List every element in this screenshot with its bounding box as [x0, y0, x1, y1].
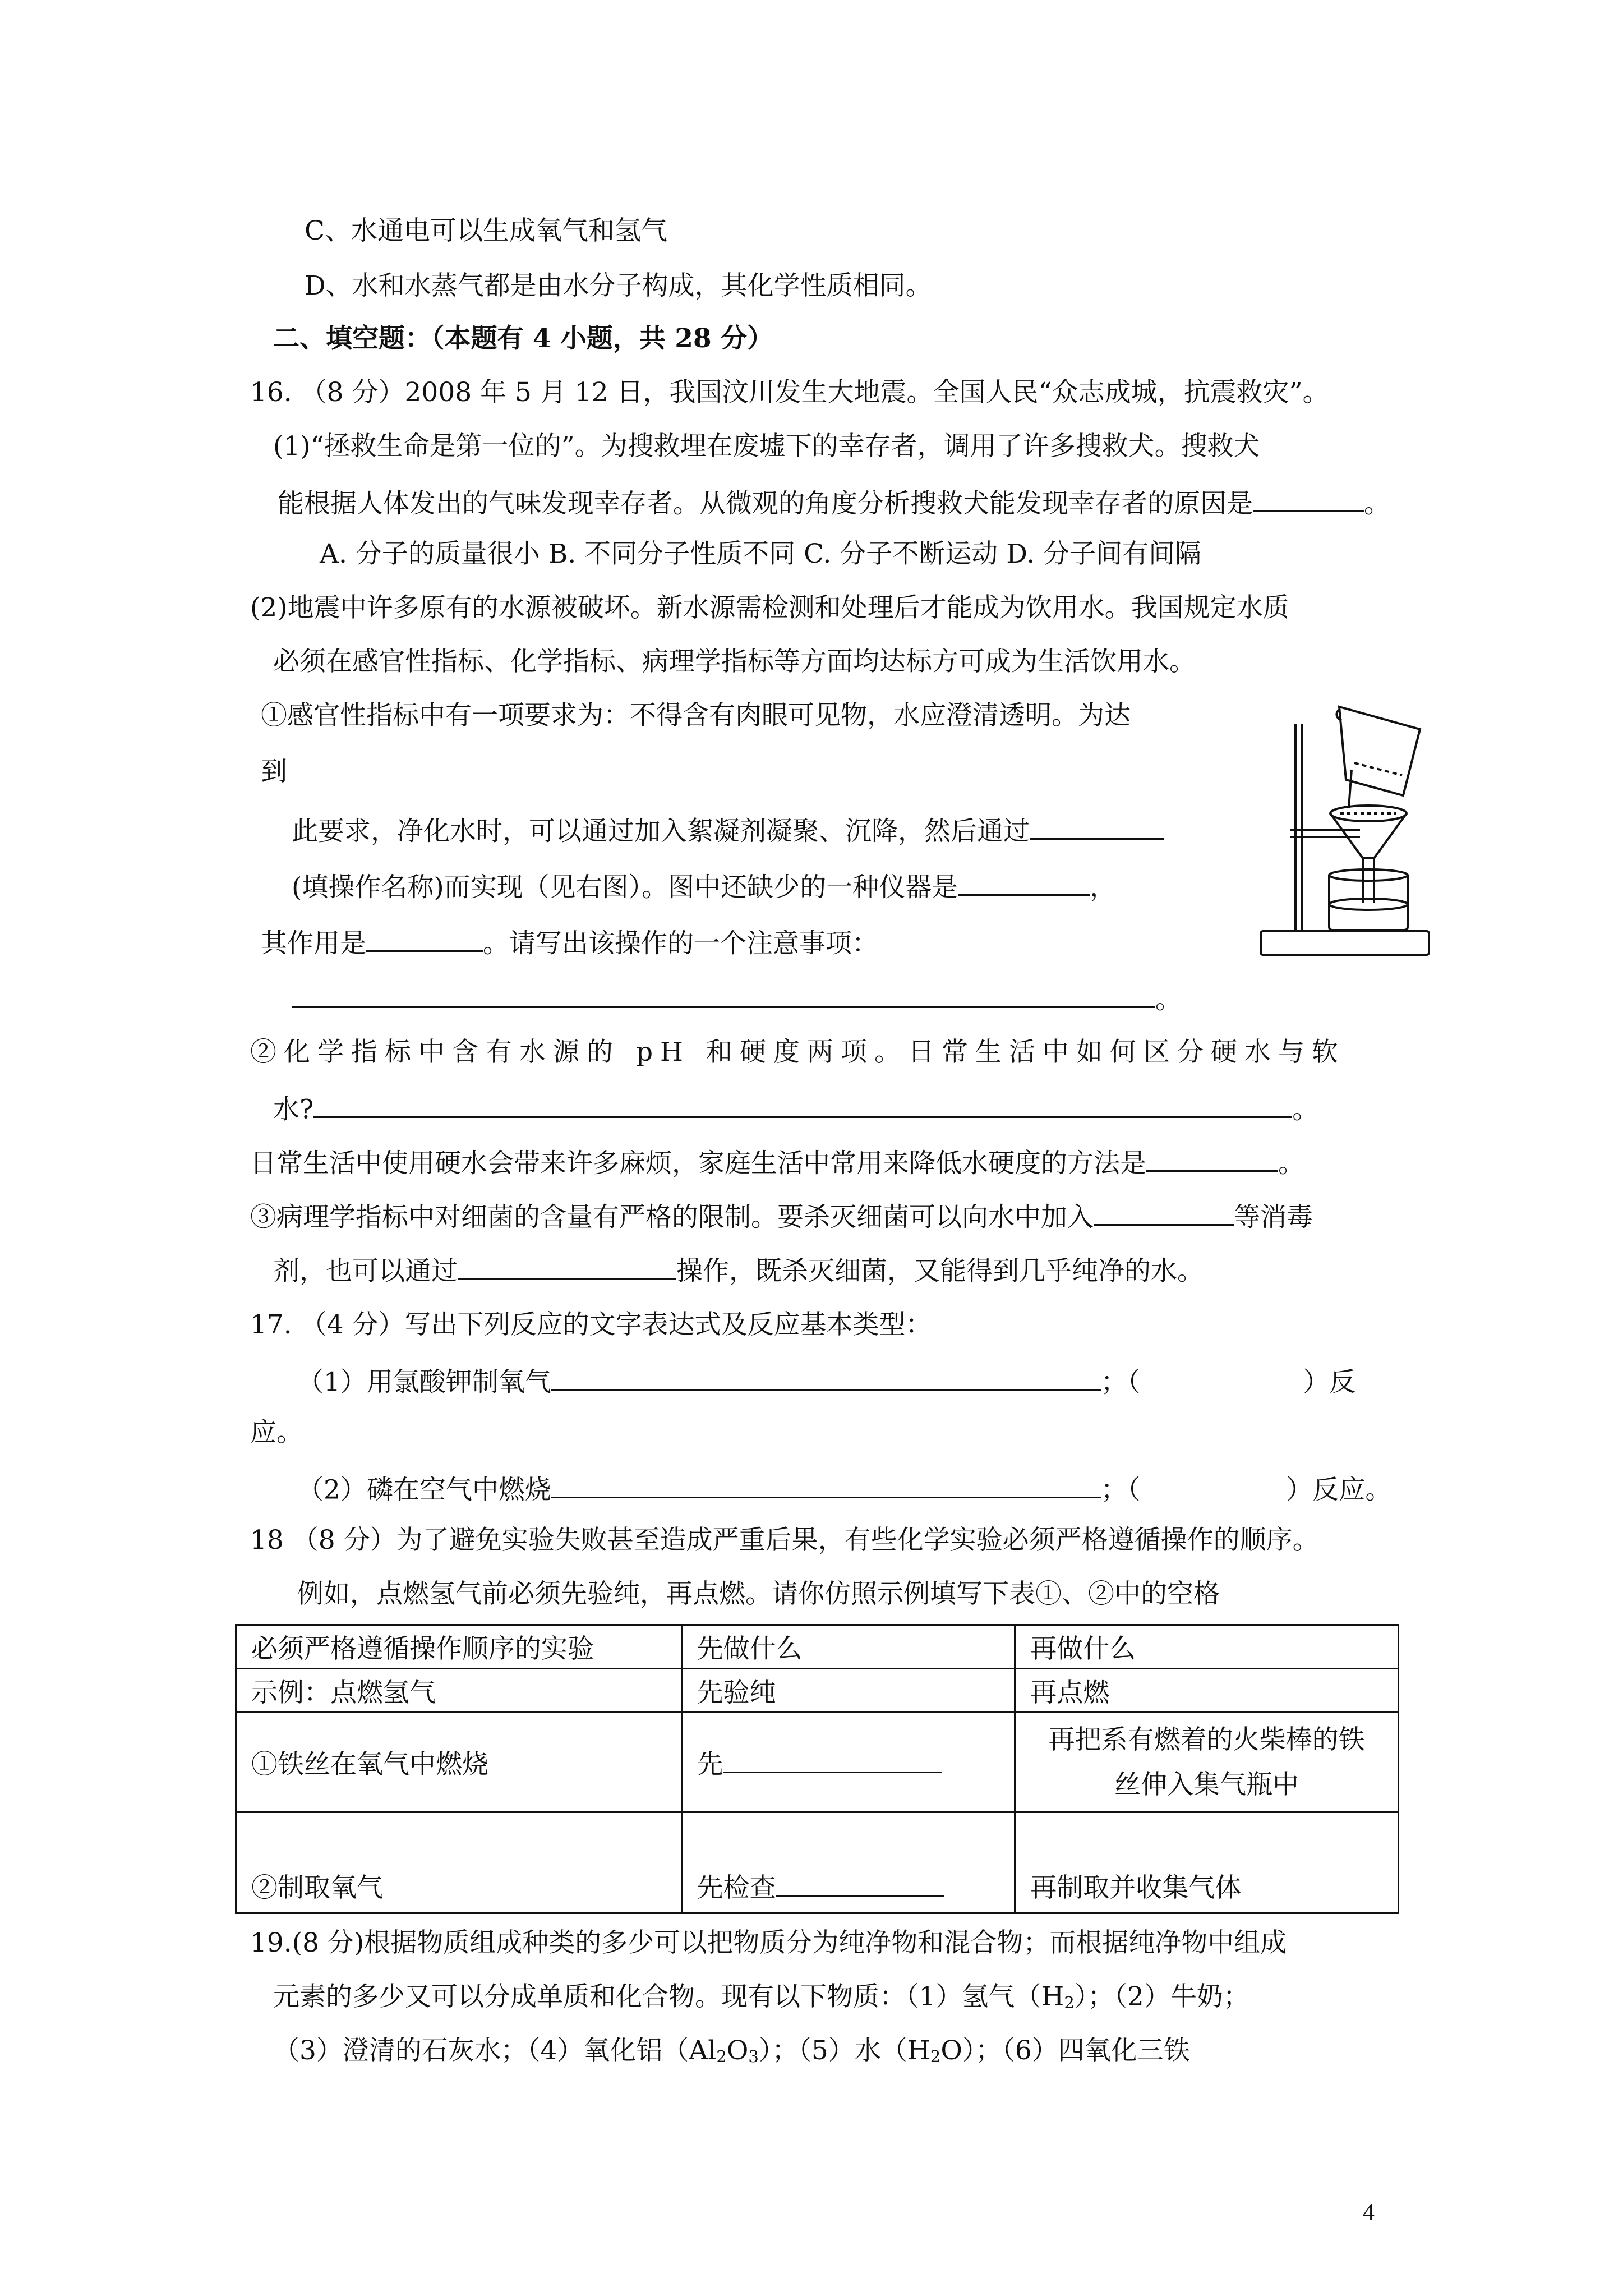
q17-part1: （1）用氯酸钾制氧气 ；（ ）反 — [297, 1365, 1355, 1395]
answer-blank[interactable] — [292, 983, 1155, 1008]
table-row — [236, 1713, 1399, 1812]
answer-blank[interactable] — [551, 1365, 1101, 1391]
q19-line2: 元素的多少又可以分成单质和化合物。现有以下物质：（1）氢气（H2）；（2）牛奶； — [273, 1981, 1249, 2013]
answer-blank[interactable] — [458, 1254, 676, 1280]
table-cell: ①铁丝在氧气中燃烧 — [236, 1713, 682, 1812]
answer-blank[interactable] — [551, 1473, 1101, 1498]
q18-intro: 18 （8 分）为了避免实验失败甚至造成严重后果，有些化学实验必须严格遵循操作的顺序。 — [250, 1525, 1319, 1556]
q16-sub1-line3: 此要求，净化水时，可以通过加入絮凝剂凝聚、沉降，然后通过 — [292, 815, 1164, 844]
answer-blank[interactable] — [723, 1748, 942, 1773]
filtration-apparatus-illustration — [1256, 696, 1441, 965]
q16-choices: A. 分子的质量很小 B. 不同分子性质不同 C. 分子不断运动 D. 分子间有间隔 — [320, 539, 1202, 569]
table-header-cell: 再做什么 — [1015, 1625, 1399, 1669]
table-cell: 再制取并收集气体 — [1015, 1812, 1399, 1913]
q16-sub1-line6: 。 — [292, 983, 1182, 1013]
answer-blank[interactable] — [313, 1093, 1292, 1118]
answer-blank[interactable] — [776, 1871, 944, 1897]
q16-intro: 16. （8 分）2008 年 5 月 12 日，我国汶川发生大地震。全国人民“众志成城，抗震救灾”。 — [250, 377, 1329, 408]
section-heading: 二、填空题：（本题有 4 小题，共 28 分） — [273, 323, 774, 354]
answer-blank[interactable] — [1253, 487, 1364, 512]
q17-part2: （2）磷在空气中燃烧 ；（ ）反应。 — [297, 1473, 1391, 1503]
table-row — [236, 1625, 1399, 1669]
answer-blank[interactable] — [1146, 1147, 1278, 1172]
q16-sub2-line1: ②化学指标中含有水源的 pH 和硬度两项。日常生活中如何区分硬水与软 — [250, 1037, 1345, 1068]
option-c: C、水通电可以生成氧气和氢气 — [305, 215, 667, 246]
beaker-pouring-icon — [1336, 707, 1420, 808]
q16-part2-line2: 必须在感官性指标、化学指标、病理学指标等方面均达标方可成为生活饮用水。 — [273, 646, 1196, 677]
q16-part1-text: 能根据人体发出的气味发现幸存者。从微观的角度分析搜救犬能发现幸存者的原因是 — [278, 488, 1253, 519]
table-cell: 先 — [681, 1713, 1015, 1812]
q17-part1-cont: 应。 — [250, 1417, 303, 1448]
q16-sub1-line1: ①感官性指标中有一项要求为：不得含有肉眼可见物，水应澄清透明。为达 — [261, 700, 1131, 731]
table-row — [236, 1812, 1399, 1913]
q16-sub3-line2: 剂，也可以通过 操作，既杀灭细菌，又能得到几乎纯净的水。 — [273, 1254, 1204, 1284]
q17-intro: 17. （4 分）写出下列反应的文字表达式及反应基本类型： — [250, 1309, 932, 1340]
q16-sub3-line1: ③病理学指标中对细菌的含量有严格的限制。要杀灭细菌可以向水中加入 等消毒 — [250, 1200, 1313, 1230]
option-d: D、水和水蒸气都是由水分子构成，其化学性质相同。 — [305, 270, 932, 301]
q16-part2-line1: (2)地震中许多原有的水源被破坏。新水源需检测和处理后才能成为饮用水。我国规定水质 — [250, 592, 1289, 623]
q19-line3: （3）澄清的石灰水；（4）氧化铝（Al2O3）；（5）水（H2O）；（6）四氧化三铁 — [273, 2035, 1190, 2067]
table-header-cell: 先做什么 — [681, 1625, 1015, 1669]
q18-example: 例如，点燃氢气前必须先验纯，再点燃。请你仿照示例填写下表①、②中的空格 — [297, 1579, 1220, 1609]
table-cell: 再点燃 — [1015, 1669, 1399, 1713]
q16-sub1-line4: (填操作名称)而实现（见右图）。图中还缺少的一种仪器是 ， — [292, 871, 1116, 900]
table-header-cell: 必须严格遵循操作顺序的实验 — [236, 1625, 682, 1669]
answer-blank[interactable] — [366, 927, 483, 952]
table-cell: 先验纯 — [681, 1669, 1015, 1713]
table-cell: ②制取氧气 — [236, 1812, 682, 1913]
q16-part1-line2: 能根据人体发出的气味发现幸存者。从微观的角度分析搜救犬能发现幸存者的原因是 。 — [278, 487, 1390, 517]
receiving-beaker-icon — [1329, 869, 1408, 930]
q19-line1: 19.(8 分)根据物质组成种类的多少可以把物质分为纯净物和混合物；而根据纯净物中组成 — [250, 1927, 1287, 1958]
q16-part1-line1: (1)“拯救生命是第一位的”。为搜救埋在废墟下的幸存者，调用了许多搜救犬。搜救犬 — [273, 431, 1260, 462]
table-cell: 再把系有燃着的火柴棒的铁 丝伸入集气瓶中 — [1015, 1713, 1399, 1812]
experiment-order-table — [235, 1624, 1399, 1914]
answer-blank[interactable] — [1030, 815, 1164, 840]
funnel-icon — [1330, 806, 1407, 903]
q16-sub1-line5: 其作用是 。请写出该操作的一个注意事项： — [261, 927, 878, 956]
q16-sub1-line2: 到 — [261, 756, 287, 787]
q16-sub2-line2: 水? 。 — [273, 1093, 1318, 1122]
answer-blank[interactable] — [958, 871, 1090, 896]
table-cell: 先检查 — [681, 1812, 1015, 1913]
answer-blank[interactable] — [1094, 1200, 1234, 1226]
q16-sub2-line3: 日常生活中使用硬水会带来许多麻烦，家庭生活中常用来降低水硬度的方法是 。 — [250, 1147, 1304, 1176]
table-row — [236, 1669, 1399, 1713]
page-number: 4 — [1363, 2200, 1375, 2225]
table-cell: 示例：点燃氢气 — [236, 1669, 682, 1713]
